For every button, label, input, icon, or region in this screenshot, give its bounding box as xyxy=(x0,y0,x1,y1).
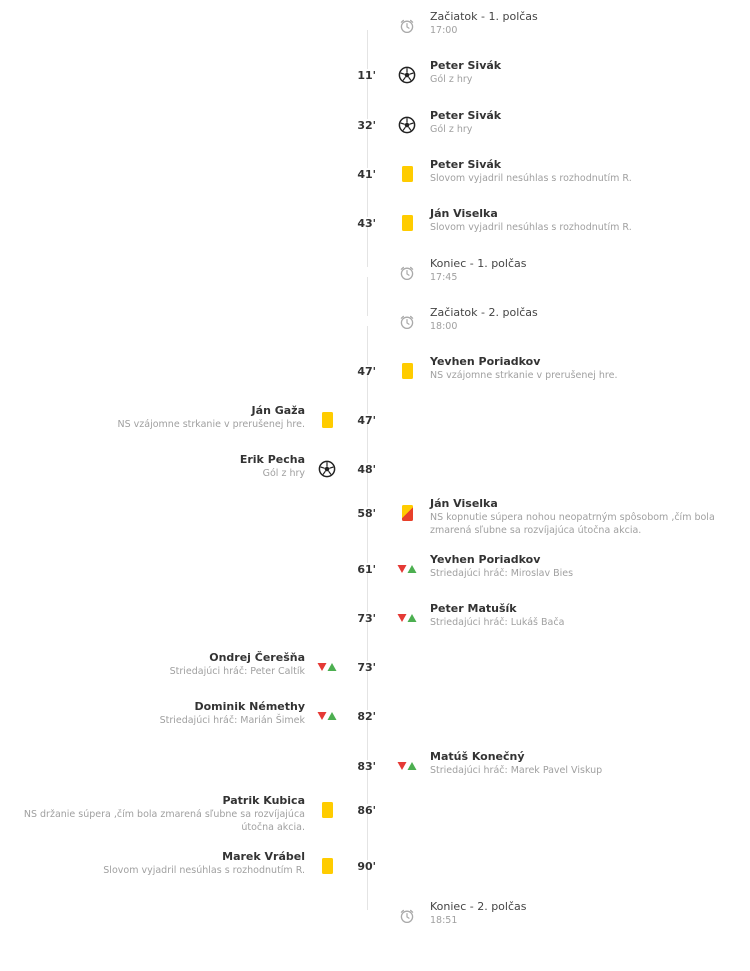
player-name: Peter Sivák xyxy=(430,158,502,171)
period-time: 17:00 xyxy=(430,25,458,36)
clock-icon xyxy=(397,16,417,36)
yellow-card-icon xyxy=(317,856,337,876)
match-event xyxy=(0,109,750,149)
period-title: Koniec - 1. polčas xyxy=(430,257,527,270)
match-event xyxy=(0,794,750,834)
player-name: Ján Gaža xyxy=(251,404,305,417)
event-text xyxy=(5,700,305,727)
period-marker xyxy=(0,10,750,50)
period-marker xyxy=(0,306,750,346)
event-text xyxy=(430,207,740,234)
event-text xyxy=(430,750,740,777)
event-description: NS vzájomne strkanie v prerušenej hre. xyxy=(117,419,305,430)
match-event xyxy=(0,750,750,790)
event-minute: 73' xyxy=(357,661,376,674)
event-description: Slovom vyjadril nesúhlas s rozhodnutím R. xyxy=(430,173,632,184)
player-name: Peter Sivák xyxy=(430,59,502,72)
event-description: Striedajúci hráč: Miroslav Bies xyxy=(430,568,574,579)
event-description: Gól z hry xyxy=(430,124,473,135)
event-text xyxy=(5,404,305,431)
event-text xyxy=(5,651,305,678)
yellow-card-icon xyxy=(397,361,417,381)
period-title: Koniec - 2. polčas xyxy=(430,900,527,913)
player-name: Ján Viselka xyxy=(430,207,498,220)
match-event xyxy=(0,355,750,395)
ball-icon xyxy=(397,65,417,85)
match-event xyxy=(0,651,750,691)
event-minute: 47' xyxy=(357,365,376,378)
period-marker xyxy=(0,900,750,940)
event-minute: 43' xyxy=(357,217,376,230)
match-event xyxy=(0,497,750,537)
event-minute: 61' xyxy=(357,563,376,576)
player-name: Ondrej Čerešňa xyxy=(209,651,305,664)
event-description: Striedajúci hráč: Marek Pavel Viskup xyxy=(430,765,603,776)
event-text xyxy=(430,355,740,382)
event-description: Striedajúci hráč: Peter Caltík xyxy=(169,666,305,677)
event-minute: 58' xyxy=(357,507,376,520)
event-minute: 86' xyxy=(357,804,376,817)
match-event xyxy=(0,700,750,740)
event-description: NS kopnutie súpera nohou neopatrným spôsobom ,čím bola zmarená sľubne sa rozvíjajúca útočna akcia. xyxy=(430,512,715,536)
event-minute: 82' xyxy=(357,710,376,723)
ball-icon xyxy=(397,115,417,135)
period-title: Začiatok - 1. polčas xyxy=(430,10,538,23)
event-minute: 47' xyxy=(357,414,376,427)
event-text xyxy=(430,109,740,136)
period-marker xyxy=(0,257,750,297)
event-description: Slovom vyjadril nesúhlas s rozhodnutím R. xyxy=(430,222,632,233)
event-text xyxy=(430,900,740,927)
event-description: Gól z hry xyxy=(430,74,473,85)
match-event xyxy=(0,158,750,198)
player-name: Yevhen Poriadkov xyxy=(430,355,541,368)
event-text xyxy=(430,602,740,629)
match-event xyxy=(0,207,750,247)
event-description: Striedajúci hráč: Lukáš Bača xyxy=(430,617,565,628)
event-description: Striedajúci hráč: Marián Šimek xyxy=(159,715,305,726)
event-minute: 41' xyxy=(357,168,376,181)
event-minute: 11' xyxy=(357,69,376,82)
event-text xyxy=(430,59,740,86)
match-event xyxy=(0,404,750,444)
event-text xyxy=(5,794,305,834)
player-name: Dominik Némethy xyxy=(194,700,305,713)
event-text xyxy=(430,158,740,185)
yellow-card-icon xyxy=(397,213,417,233)
event-minute: 90' xyxy=(357,860,376,873)
period-time: 17:45 xyxy=(430,272,458,283)
player-name: Peter Sivák xyxy=(430,109,502,122)
event-description: NS držanie súpera ,čím bola zmarená sľubne sa rozvíjajúca útočna akcia. xyxy=(23,809,305,833)
yellow-card-icon xyxy=(317,800,337,820)
player-name: Erik Pecha xyxy=(239,453,305,466)
match-event xyxy=(0,850,750,890)
event-minute: 48' xyxy=(357,463,376,476)
substitution-icon xyxy=(317,657,337,677)
event-description: NS vzájomne strkanie v prerušenej hre. xyxy=(430,370,618,381)
event-text xyxy=(5,453,305,480)
substitution-icon xyxy=(317,706,337,726)
event-text xyxy=(430,497,740,537)
event-minute: 32' xyxy=(357,119,376,132)
player-name: Peter Matušík xyxy=(430,602,517,615)
event-text xyxy=(430,257,740,284)
player-name: Marek Vrábel xyxy=(222,850,305,863)
event-description: Gól z hry xyxy=(262,468,305,479)
match-event xyxy=(0,553,750,593)
period-time: 18:51 xyxy=(430,915,458,926)
substitution-icon xyxy=(397,559,417,579)
yellow-card-icon xyxy=(397,164,417,184)
event-minute: 73' xyxy=(357,612,376,625)
match-event xyxy=(0,59,750,99)
match-event xyxy=(0,602,750,642)
player-name: Matúš Konečný xyxy=(430,750,525,763)
player-name: Ján Viselka xyxy=(430,497,498,510)
second-yellow-red-card-icon xyxy=(397,503,417,523)
substitution-icon xyxy=(397,756,417,776)
event-text xyxy=(430,10,740,37)
period-time: 18:00 xyxy=(430,321,458,332)
event-minute: 83' xyxy=(357,760,376,773)
event-description: Slovom vyjadril nesúhlas s rozhodnutím R. xyxy=(103,865,305,876)
clock-icon xyxy=(397,263,417,283)
event-text xyxy=(430,553,740,580)
player-name: Patrik Kubica xyxy=(222,794,305,807)
yellow-card-icon xyxy=(317,410,337,430)
event-text xyxy=(5,850,305,877)
match-event xyxy=(0,453,750,493)
event-text xyxy=(430,306,740,333)
clock-icon xyxy=(397,906,417,926)
ball-icon xyxy=(317,459,337,479)
period-title: Začiatok - 2. polčas xyxy=(430,306,538,319)
clock-icon xyxy=(397,312,417,332)
substitution-icon xyxy=(397,608,417,628)
player-name: Yevhen Poriadkov xyxy=(430,553,541,566)
